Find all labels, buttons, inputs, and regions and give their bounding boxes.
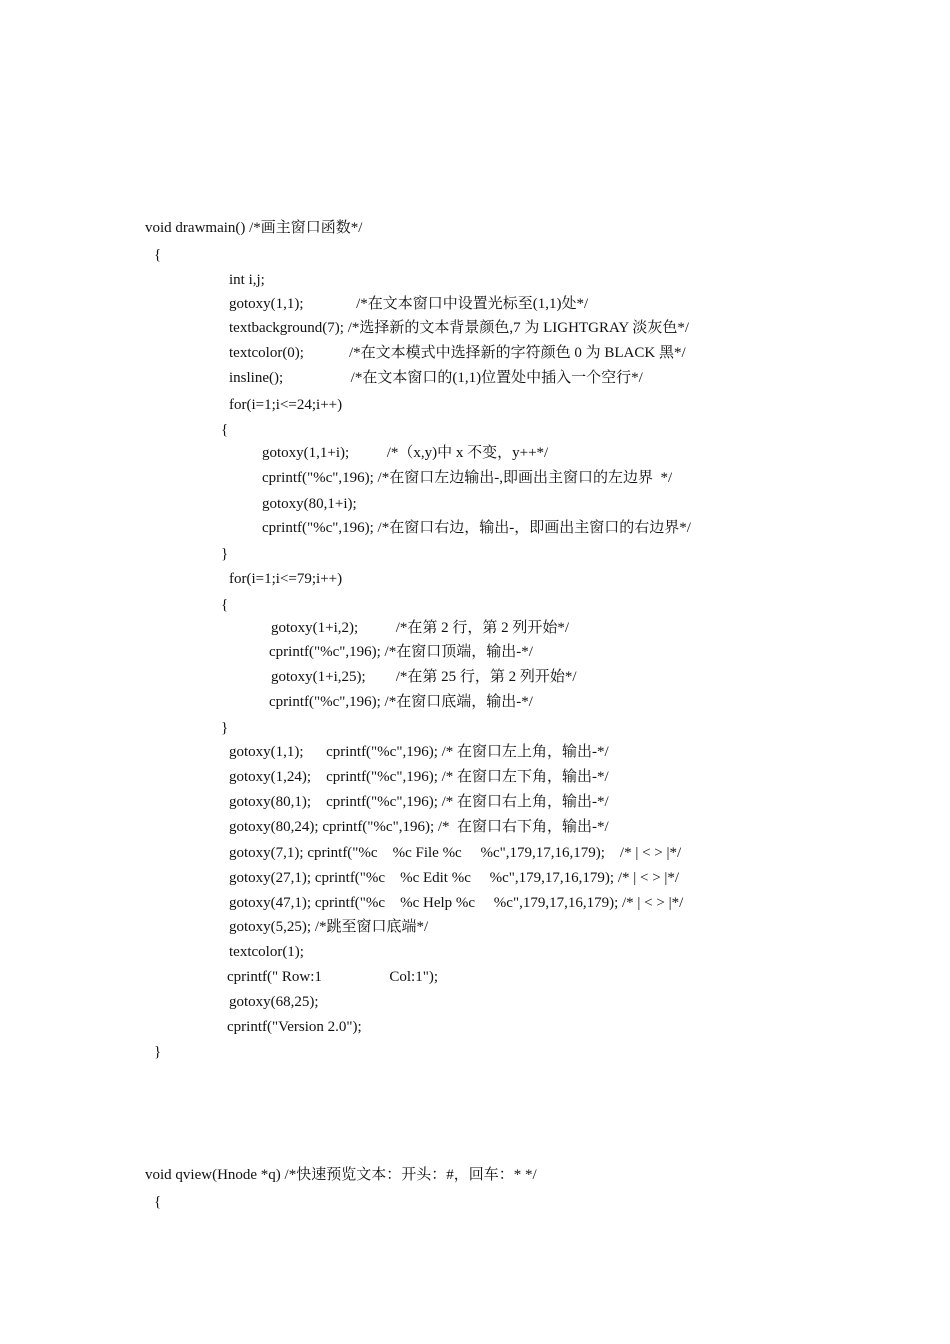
code-line: cprintf("%c",196); /*在窗口底端，输出-*/ (269, 694, 533, 710)
code-line: gotoxy(5,25); /*跳至窗口底端*/ (229, 919, 429, 935)
code-line: cprintf(" Row:1 Col:1"); (227, 969, 438, 985)
code-line: gotoxy(68,25); (229, 994, 319, 1010)
code-line: gotoxy(27,1); cprintf("%c %c Edit %c %c",179,17,16,179); /* | < > |*/ (229, 870, 680, 886)
code-line: textcolor(1); (229, 944, 304, 960)
close-brace: } (221, 720, 229, 736)
code-line: gotoxy(47,1); cprintf("%c %c Help %c %c",179,17,16,179); /* | < > |*/ (229, 895, 684, 911)
code-line: gotoxy(1,1); /*在文本窗口中设置光标至(1,1)处*/ (229, 296, 589, 312)
code-line: for(i=1;i<=79;i++) (229, 571, 343, 587)
code-line: gotoxy(1,1); cprintf("%c",196); /* 在窗口左上角，输出-*/ (229, 744, 609, 760)
code-line: cprintf("%c",196); /*在窗口右边，输出-，即画出主窗口的右边界*/ (262, 520, 691, 536)
code-line: cprintf("Version 2.0"); (227, 1019, 362, 1035)
code-line: gotoxy(1+i,2); /*在第 2 行，第 2 列开始*/ (271, 620, 570, 636)
open-brace: { (154, 247, 162, 263)
code-line: gotoxy(1,24); cprintf("%c",196); /* 在窗口左下角，输出-*/ (229, 769, 609, 785)
open-brace: { (221, 597, 229, 613)
code-line: int i,j; (229, 272, 265, 288)
code-line: gotoxy(1,1+i); /*（x,y)中 x 不变，y++*/ (262, 445, 549, 461)
code-line: cprintf("%c",196); /*在窗口左边输出-,即画出主窗口的左边界 */ (262, 470, 673, 486)
code-line: gotoxy(80,1); cprintf("%c",196); /* 在窗口右上角，输出-*/ (229, 794, 609, 810)
function-signature-qview: void qview(Hnode *q) /*快速预览文本：开头：#，回车：* */ (145, 1167, 537, 1183)
code-line: textcolor(0); /*在文本模式中选择新的字符颜色 0 为 BLACK 黑*/ (229, 345, 686, 361)
code-line: for(i=1;i<=24;i++) (229, 397, 343, 413)
code-line: gotoxy(80,24); cprintf("%c",196); /* 在窗口右下角，输出-*/ (229, 819, 609, 835)
code-line: insline(); /*在文本窗口的(1,1)位置处中插入一个空行*/ (229, 370, 643, 386)
code-line: gotoxy(1+i,25); /*在第 25 行，第 2 列开始*/ (271, 669, 577, 685)
close-brace: } (154, 1044, 162, 1060)
close-brace: } (221, 546, 229, 562)
code-line: gotoxy(80,1+i); (262, 496, 357, 512)
open-brace: { (221, 422, 229, 438)
code-line: gotoxy(7,1); cprintf("%c %c File %c %c",179,17,16,179); /* | < > |*/ (229, 845, 682, 861)
function-signature-drawmain: void drawmain() /*画主窗口函数*/ (145, 220, 363, 236)
code-line: cprintf("%c",196); /*在窗口顶端，输出-*/ (269, 644, 533, 660)
open-brace: { (154, 1194, 162, 1210)
code-line: textbackground(7); /*选择新的文本背景颜色,7 为 LIGHTGRAY 淡灰色*/ (229, 320, 690, 336)
